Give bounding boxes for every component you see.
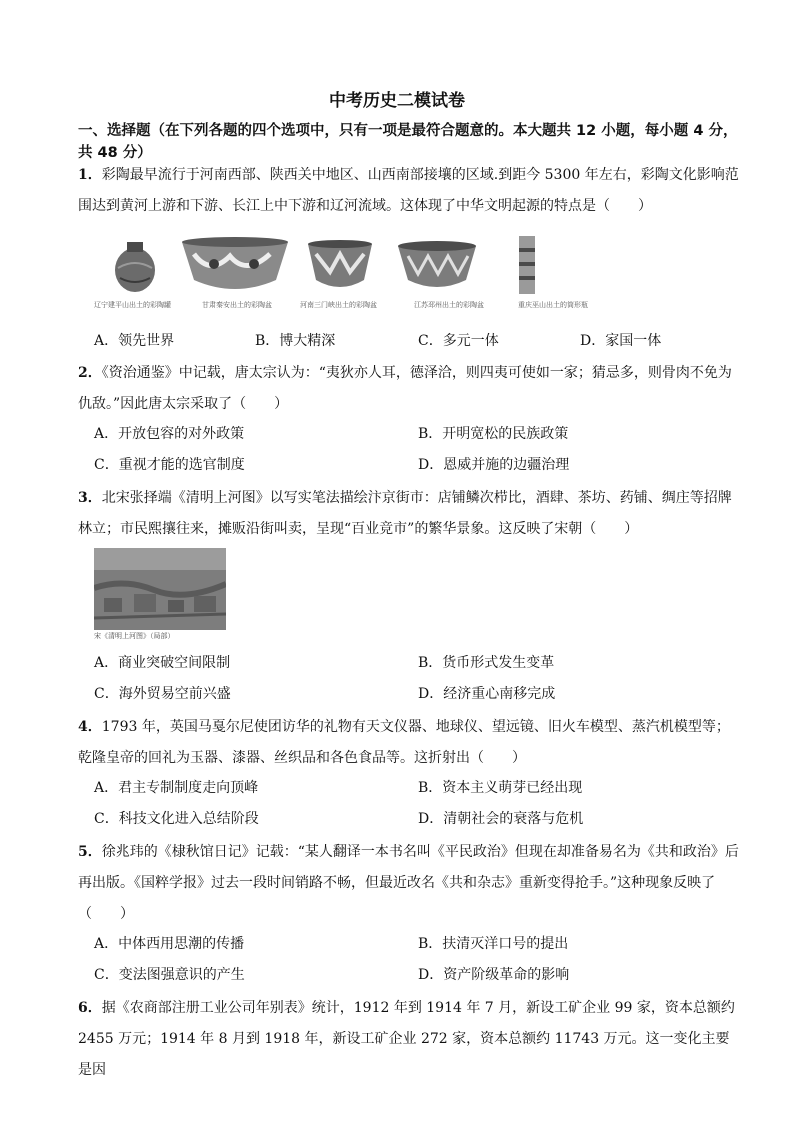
figure-caption: 重庆巫山出土的筒形瓶 [518,301,588,309]
pottery-basin-image-3 [396,238,478,294]
option-a[interactable]: A．领先世界 [94,333,175,349]
option-b[interactable]: B．扶清灭洋口号的提出 [418,936,569,952]
question-text: 据《农商部注册工业公司年别表》统计，1912 年到 1914 年 7 月，新设工矿企业 99 家，资本总额约 2455 万元；1914 年 8 月到 1918 年，新设工矿企业 272 家，资本总额约 11743 万元。这一变化主要是因 [78,1000,735,1078]
option-b[interactable]: B．博大精深 [255,333,336,349]
question-text: 北宋张择端《清明上河图》以写实笔法描绘汴京街市：店铺鳞次栉比，酒肆、茶坊、药铺、绸庄等招牌林立；市民熙攘往来，摊贩沿街叫卖，呈现“百业竞市”的繁华景象。这反映了宋朝（ ） [78,490,732,537]
figure-caption: 江苏邳州出土的彩陶盆 [414,301,484,309]
question-number: 5． [78,844,102,860]
question-2 [78,358,742,420]
option-c[interactable]: C．变法图强意识的产生 [94,967,245,983]
question-number: 6． [78,1000,102,1016]
pottery-jar-image [112,238,158,294]
section-header: 一、选择题（在下列各题的四个选项中，只有一项是最符合题意的。本大题共 12 小题，每小题 4 分，共 48 分） [78,123,738,161]
page-title: 中考历史二模试卷 [329,91,465,111]
question-1 [78,160,742,222]
question-number: 1． [78,167,102,183]
option-a[interactable]: A．商业突破空间限制 [94,655,231,671]
pottery-basin-image-2 [306,238,374,294]
question-text: 彩陶最早流行于河南西部、陕西关中地区、山西南部接壤的区域.到距今 5300 年左右，彩陶文化影响范围达到黄河上游和下游、长江上中下游和辽河流域。这体现了中华文明起源的特点是（ ） [78,167,739,214]
option-d[interactable]: D．资产阶级革命的影响 [418,967,570,983]
question-3 [78,483,742,545]
question-number: 2． [78,365,102,381]
question-6 [78,993,742,1086]
option-d[interactable]: D．恩威并施的边疆治理 [418,457,570,473]
option-c[interactable]: C．重视才能的选官制度 [94,457,245,473]
question-text: 1793 年，英国马戛尔尼使团访华的礼物有天文仪器、地球仪、望远镜、旧火车模型、蒸汽机模型等；乾隆皇帝的回礼为玉器、漆器、丝织品和各色食品等。这折射出（ ） [78,719,730,766]
question-number: 3． [78,490,102,506]
figure-caption: 甘肃秦安出土的彩陶盆 [202,301,272,309]
painting-caption: 宋《清明上河图》（局部） [94,632,175,640]
option-c[interactable]: C．多元一体 [418,333,499,349]
question-text: 《资治通鉴》中记载，唐太宗认为：“夷狄亦人耳，德泽洽，则四夷可使如一家；猜忌多，则骨肉不免为仇敌。”因此唐太宗采取了（ ） [78,365,732,412]
option-a[interactable]: A．君主专制制度走向顶峰 [94,780,259,796]
question-5 [78,837,742,930]
qingming-painting-image [94,548,226,630]
option-c[interactable]: C．海外贸易空前兴盛 [94,686,231,702]
pottery-basin-image-1 [180,236,290,296]
tube-vase-image [516,234,538,296]
option-b[interactable]: B．开明宽松的民族政策 [418,426,569,442]
question-number: 4． [78,719,102,735]
option-b[interactable]: B．资本主义萌芽已经出现 [418,780,583,796]
option-d[interactable]: D．经济重心南移完成 [418,686,556,702]
question-4 [78,712,742,774]
option-c[interactable]: C．科技文化进入总结阶段 [94,811,259,827]
question-text: 徐兆玮的《棣秋馆日记》记载：“某人翻译一本书名叫《平民政治》但现在却准备易名为《共和政治》后再出版。《国粹学报》过去一段时间销路不畅，但最近改名《共和杂志》重新变得抢手。”这种现象反映了（ ） [78,844,739,922]
option-a[interactable]: A．中体西用思潮的传播 [94,936,245,952]
figure-caption: 辽宁建平山出土的彩陶罐 [94,301,171,309]
option-d[interactable]: D．清朝社会的衰落与危机 [418,811,584,827]
option-b[interactable]: B．货币形式发生变革 [418,655,555,671]
option-d[interactable]: D．家国一体 [580,333,662,349]
figure-caption: 河南三门峡出土的彩陶盆 [300,301,377,309]
option-a[interactable]: A．开放包容的对外政策 [94,426,245,442]
